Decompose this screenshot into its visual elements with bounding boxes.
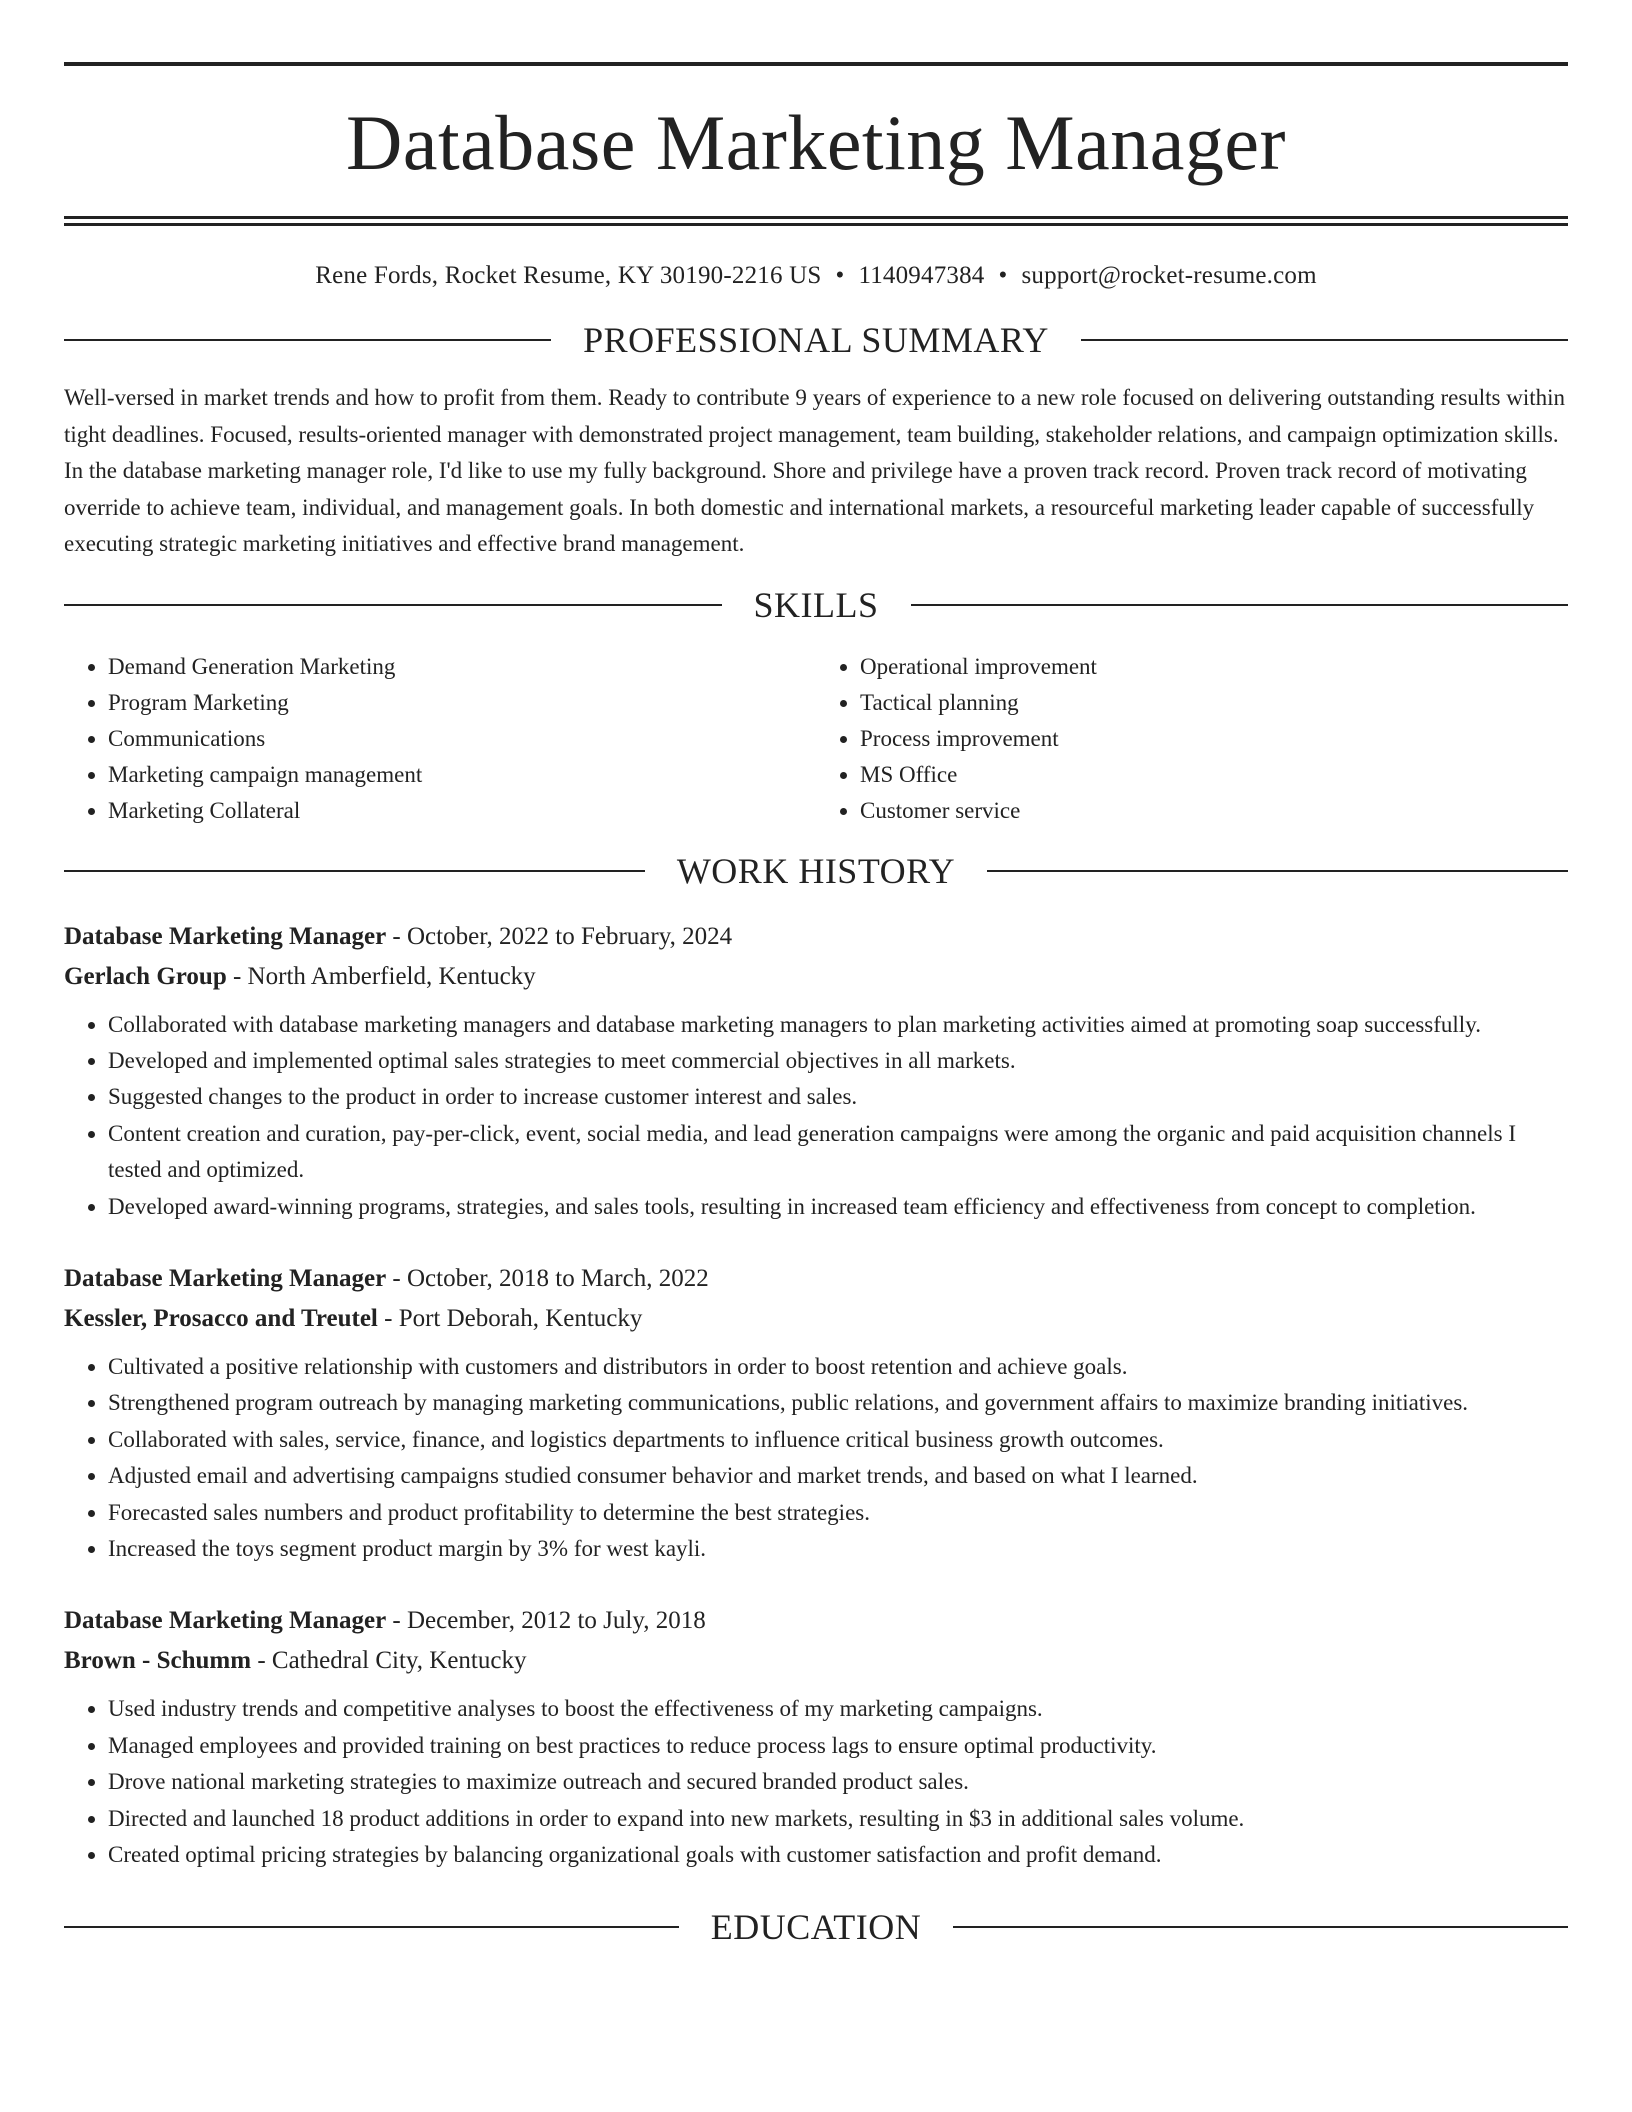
skill-item: • Operational improvement <box>860 649 1568 685</box>
skill-item: • Communications <box>108 721 816 757</box>
job-bullet: • Created optimal pricing strategies by balancing organizational goals with customer satisfaction and profit demand. <box>108 1837 1568 1873</box>
contact-phone: 1140947384 <box>858 262 985 289</box>
skills-column-right <box>816 649 1568 829</box>
job-location: - North Amberfield, Kentucky <box>226 962 536 990</box>
section-heading-education <box>64 1907 1568 1948</box>
job-bullets <box>64 1007 1568 1225</box>
heading-rule-left <box>64 604 722 606</box>
job-entry <box>64 1259 1568 1567</box>
skills-list <box>64 649 1568 829</box>
job-entry <box>64 917 1568 1225</box>
job-location: - Port Deborah, Kentucky <box>377 1304 643 1332</box>
skill-item: • Tactical planning <box>860 685 1568 721</box>
job-bullet: • Managed employees and provided training on best practices to reduce process lags to ensure optimal productivity. <box>108 1728 1568 1764</box>
job-bullet: • Increased the toys segment product margin by 3% for west kayli. <box>108 1531 1568 1567</box>
job-bullet: • Directed and launched 18 product additions in order to expand into new markets, resulting in $3 in additional sales volume. <box>108 1801 1568 1837</box>
section-heading-skills <box>64 584 1568 625</box>
job-title-line <box>64 1601 1568 1641</box>
section-title: WORK HISTORY <box>676 850 956 891</box>
top-rule <box>64 62 1568 66</box>
heading-rule-left <box>64 1926 679 1928</box>
skill-item: • MS Office <box>860 757 1568 793</box>
job-company-line <box>64 1641 1568 1681</box>
job-bullet: • Collaborated with sales, service, finance, and logistics departments to influence critical business growth outcomes. <box>108 1422 1568 1458</box>
skill-item: • Program Marketing <box>108 685 816 721</box>
job-company-line <box>64 957 1568 997</box>
job-bullet: • Forecasted sales numbers and product profitability to determine the best strategies. <box>108 1495 1568 1531</box>
contact-separator: • <box>998 262 1008 289</box>
job-dates: - October, 2018 to March, 2022 <box>386 1264 709 1292</box>
job-bullet: • Strengthened program outreach by managing marketing communications, public relations, and government affairs to maximize branding initiatives. <box>108 1385 1568 1421</box>
contact-email: support@rocket-resume.com <box>1021 262 1317 289</box>
job-bullet: • Adjusted email and advertising campaigns studied consumer behavior and market trends, and based on what I learned. <box>108 1458 1568 1494</box>
heading-rule-right <box>911 604 1569 606</box>
heading-rule-left <box>64 339 551 341</box>
summary-paragraph: Well-versed in market trends and how to profit from them. Ready to contribute 9 years of experience to a new role focused on delivering outstanding results within tight deadlines. Focused, results-oriented manager with demonstrated project management, team building, stakeholder relations, and campaign optimization skills. In the database marketing manager role, I'd like to use my fully background. Shore and privilege have a proven track record. Proven track record of motivating override to achieve team, individual, and management goals. In both domestic and international markets, a resourceful marketing leader capable of successfully executing strategic marketing initiatives and effective brand management. <box>64 385 1566 556</box>
heading-rule-right <box>987 870 1568 872</box>
job-title: Database Marketing Manager <box>64 1607 387 1635</box>
section-title: PROFESSIONAL SUMMARY <box>583 320 1049 360</box>
job-bullets <box>64 1691 1568 1873</box>
job-bullet: • Used industry trends and competitive analyses to boost the effectiveness of my marketing campaigns. <box>108 1691 1568 1727</box>
job-company: Gerlach Group <box>64 962 227 990</box>
job-title: Database Marketing Manager <box>64 1264 387 1292</box>
job-location: - Cathedral City, Kentucky <box>251 1647 527 1675</box>
skill-item: • Customer service <box>860 793 1568 829</box>
contact-address: Rene Fords, Rocket Resume, KY 30190-2216 US <box>315 262 822 289</box>
section-heading-work-history <box>64 850 1568 891</box>
job-bullet: • Drove national marketing strategies to maximize outreach and secured branded product sales. <box>108 1764 1568 1800</box>
job-bullet: • Collaborated with database marketing managers and database marketing managers to plan marketing activities aimed at promoting soap successfully. <box>108 1007 1568 1043</box>
job-company: Kessler, Prosacco and Treutel <box>64 1304 378 1332</box>
skill-item: • Process improvement <box>860 721 1568 757</box>
job-dates: - December, 2012 to July, 2018 <box>386 1607 706 1635</box>
job-company: Brown - Schumm <box>64 1647 252 1675</box>
job-bullets <box>64 1349 1568 1567</box>
heading-rule-right <box>953 1926 1568 1928</box>
job-bullet: • Developed and implemented optimal sales strategies to meet commercial objectives in all markets. <box>108 1043 1568 1079</box>
title-double-rule <box>64 216 1568 226</box>
job-company-line <box>64 1299 1568 1339</box>
job-title-line <box>64 1259 1568 1299</box>
job-dates: - October, 2022 to February, 2024 <box>386 922 733 950</box>
skill-item: • Marketing campaign management <box>108 757 816 793</box>
section-title: EDUCATION <box>710 1907 922 1948</box>
job-entry <box>64 1601 1568 1873</box>
skill-item: • Marketing Collateral <box>108 793 816 829</box>
section-heading-summary <box>64 322 1568 358</box>
contact-line <box>64 262 1568 290</box>
job-bullet: • Content creation and curation, pay-per-click, event, social media, and lead generation campaigns were among the organic and paid acquisition channels I tested and optimized. <box>108 1116 1568 1189</box>
skill-item: • Demand Generation Marketing <box>108 649 816 685</box>
job-title: Database Marketing Manager <box>64 922 387 950</box>
heading-rule-left <box>64 870 645 872</box>
job-bullet: • Cultivated a positive relationship with customers and distributors in order to boost retention and achieve goals. <box>108 1349 1568 1385</box>
job-title-line <box>64 917 1568 957</box>
skills-column-left <box>64 649 816 829</box>
contact-separator: • <box>835 262 845 289</box>
job-bullet: • Suggested changes to the product in order to increase customer interest and sales. <box>108 1079 1568 1115</box>
job-bullet: • Developed award-winning programs, strategies, and sales tools, resulting in increased team efficiency and effectiveness from concept to completion. <box>108 1189 1568 1225</box>
page-title: Database Marketing Manager <box>346 99 1286 186</box>
section-title: SKILLS <box>753 584 879 625</box>
heading-rule-right <box>1081 339 1568 341</box>
